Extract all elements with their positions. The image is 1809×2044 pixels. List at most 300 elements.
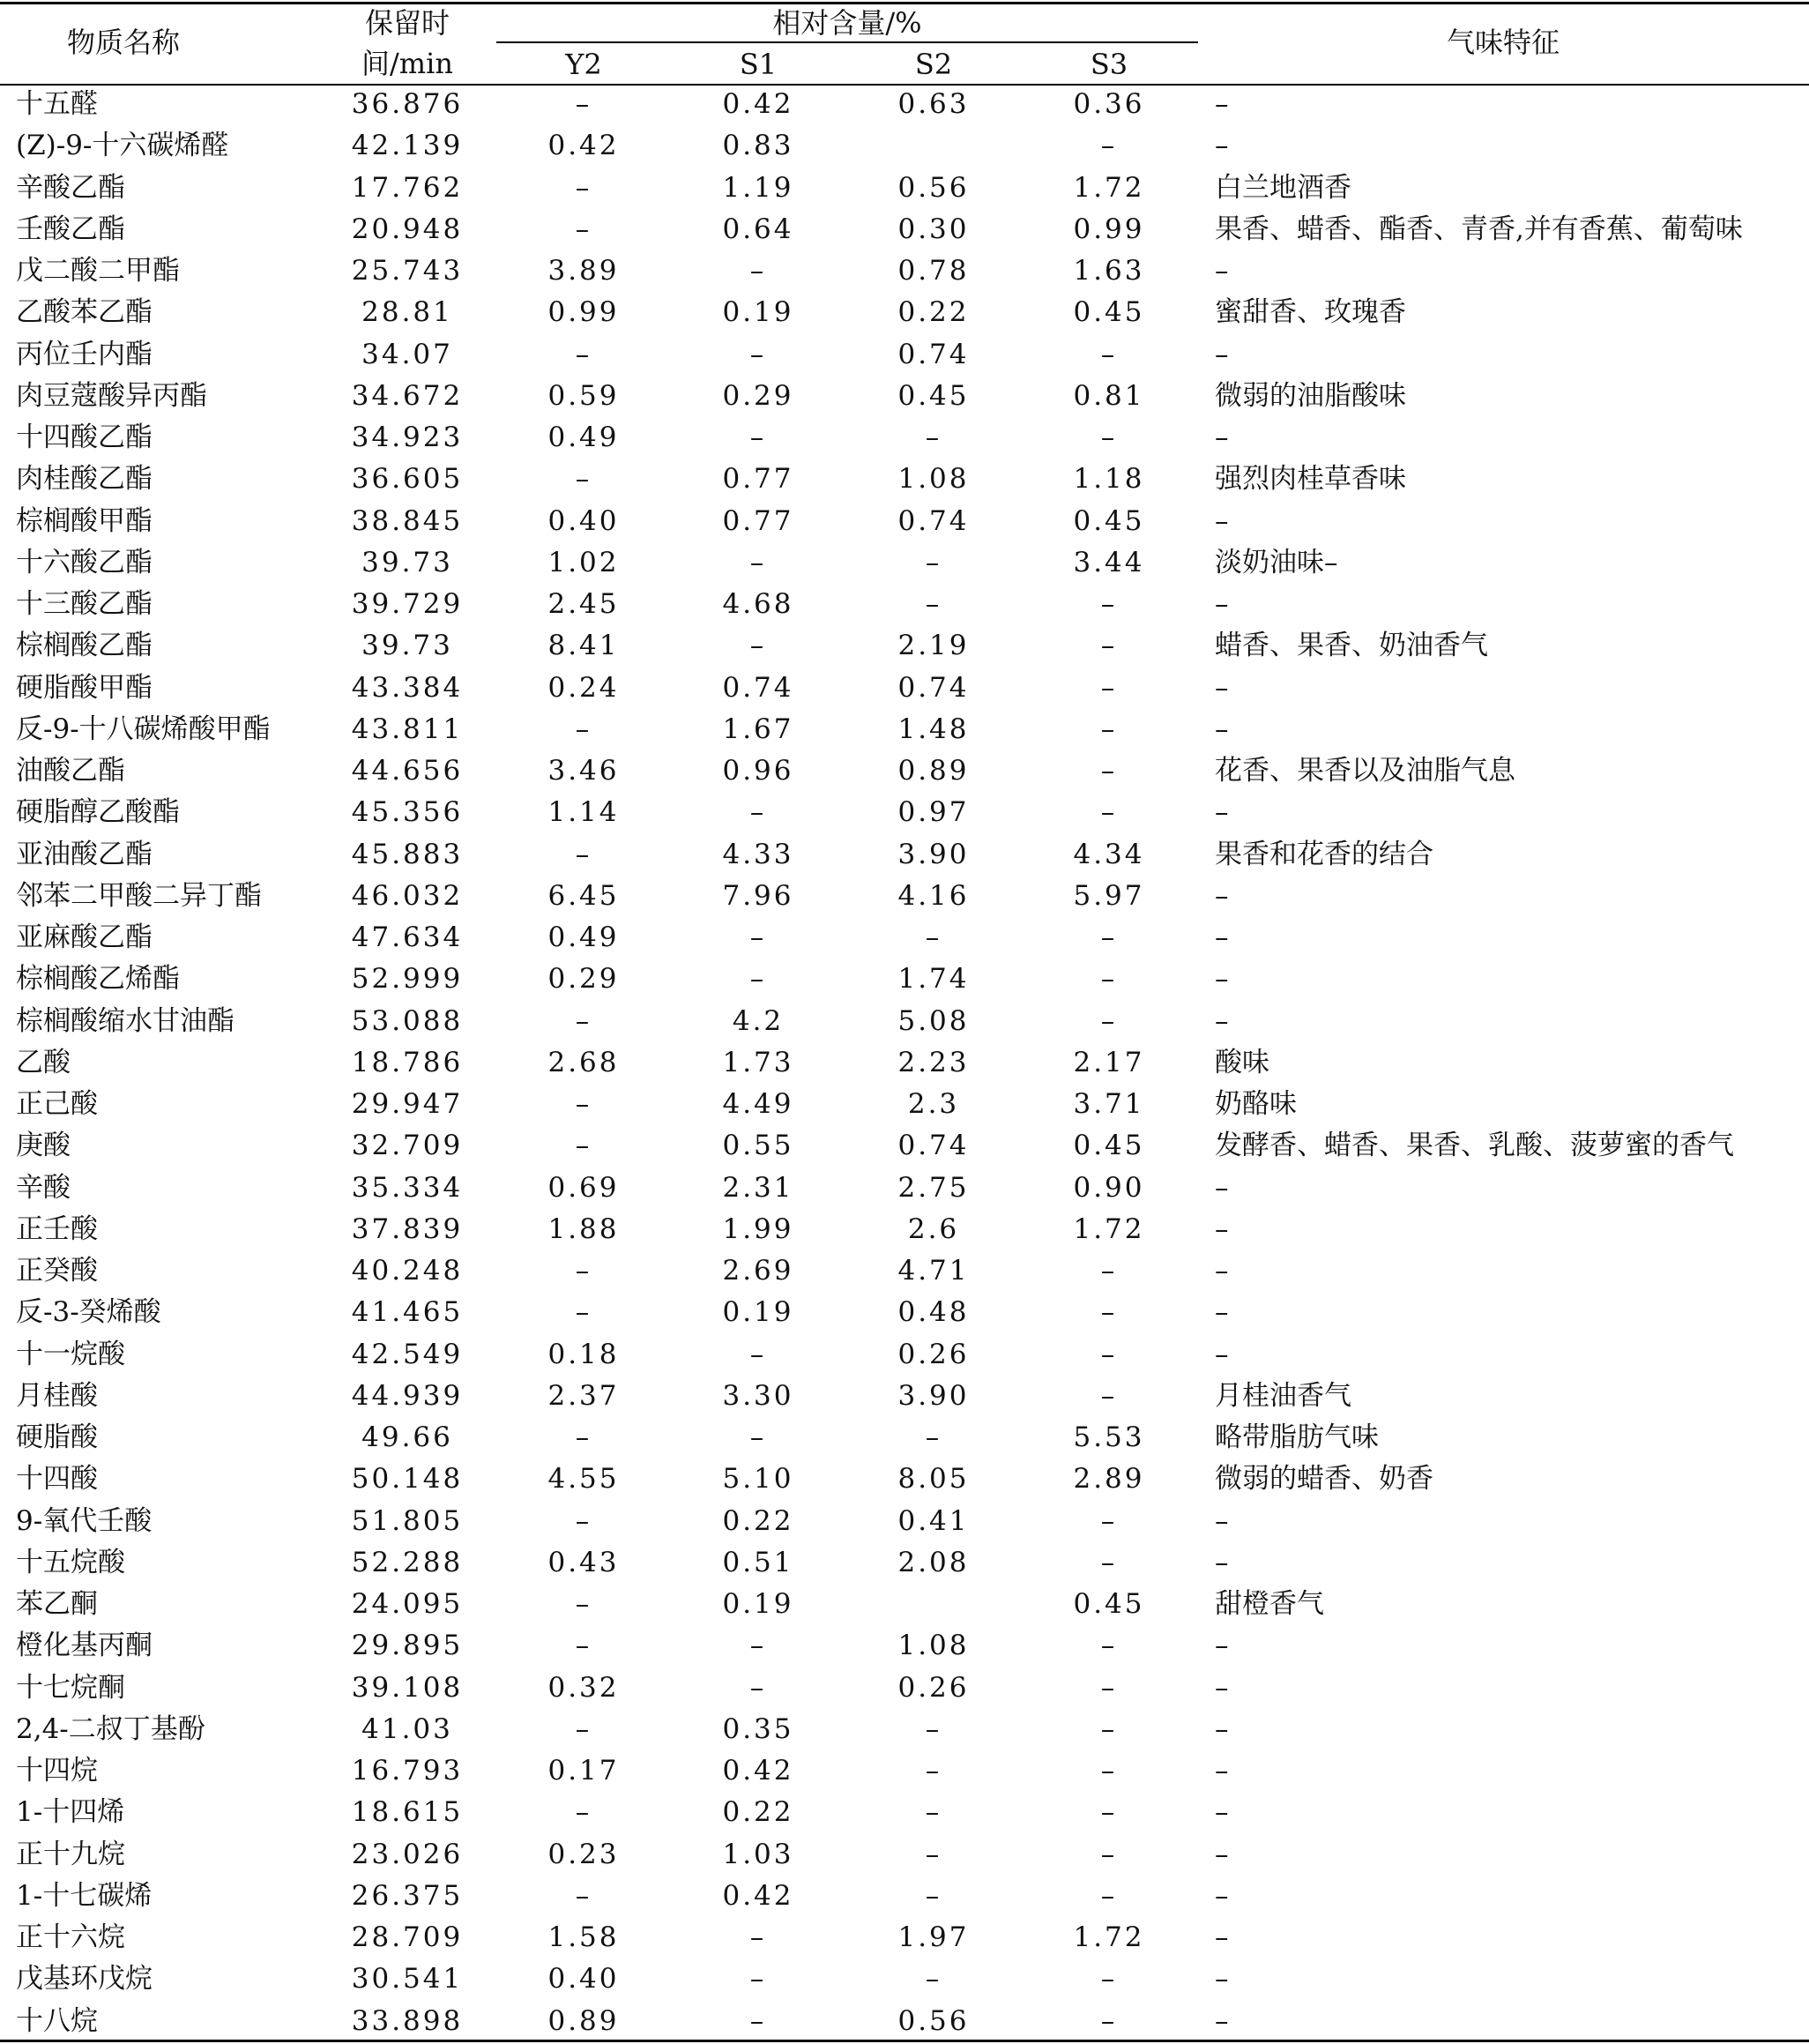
retention-time-cell: 37.839 <box>351 1213 464 1245</box>
odor-cell: 果香、蜡香、酯香、青香,并有香蕉、葡萄味 <box>1215 213 1743 245</box>
s1-value-cell: – <box>749 796 767 828</box>
header-compound-name: 物质名称 <box>66 26 181 59</box>
y2-value-cell: 1.88 <box>547 1213 620 1245</box>
y2-value-cell: 1.14 <box>547 796 620 828</box>
retention-time-cell: 52.999 <box>351 963 464 995</box>
s2-value-cell: – <box>925 588 942 620</box>
s2-value-cell: 1.08 <box>897 463 970 495</box>
s2-value-cell: 1.74 <box>897 963 970 995</box>
retention-time-cell: 46.032 <box>351 880 464 912</box>
s3-value-cell: – <box>1100 1630 1118 1661</box>
content-group-rule <box>496 41 1198 43</box>
s1-value-cell: 1.73 <box>722 1047 794 1078</box>
retention-time-cell: 32.709 <box>351 1130 464 1161</box>
s3-value-cell: 1.72 <box>1073 1213 1145 1245</box>
header-retention-time-line2: 间/min <box>361 47 453 80</box>
retention-time-cell: 45.883 <box>351 839 464 870</box>
s3-value-cell: 2.17 <box>1073 1047 1145 1078</box>
s3-value-cell: – <box>1100 1339 1118 1370</box>
s1-value-cell: 0.74 <box>722 672 794 704</box>
s1-value-cell: 0.22 <box>722 1796 794 1828</box>
odor-cell: – <box>1215 588 1229 620</box>
s1-value-cell: 0.42 <box>722 1880 794 1912</box>
compound-name-cell: 正十六烷 <box>16 1921 125 1953</box>
odor-cell: – <box>1215 796 1229 828</box>
y2-value-cell: – <box>575 463 592 495</box>
s3-value-cell: – <box>1100 2005 1118 2037</box>
s3-value-cell: – <box>1100 1255 1118 1287</box>
s1-value-cell: – <box>749 255 767 287</box>
s3-value-cell: 1.18 <box>1073 463 1145 495</box>
s2-value-cell: 0.56 <box>897 172 970 204</box>
s1-value-cell: 7.96 <box>722 880 794 912</box>
s2-value-cell: 0.74 <box>897 672 970 704</box>
retention-time-cell: 36.605 <box>351 463 464 495</box>
s3-value-cell: – <box>1100 713 1118 745</box>
odor-cell: – <box>1215 255 1229 287</box>
s1-value-cell: 0.77 <box>722 505 794 537</box>
s1-value-cell: – <box>749 421 767 453</box>
y2-value-cell: – <box>575 713 592 745</box>
retention-time-cell: 41.465 <box>351 1296 464 1328</box>
s1-value-cell: 5.10 <box>722 1463 794 1495</box>
s3-value-cell: – <box>1100 130 1118 161</box>
s3-value-cell: – <box>1100 963 1118 995</box>
compound-name-cell: 棕榈酸甲酯 <box>16 505 153 537</box>
retention-time-cell: 52.288 <box>351 1547 464 1578</box>
s3-value-cell: – <box>1100 755 1118 787</box>
y2-value-cell: 0.42 <box>547 130 620 161</box>
s2-value-cell: – <box>925 547 942 578</box>
odor-cell: – <box>1215 880 1229 912</box>
s1-value-cell: – <box>749 1339 767 1370</box>
retention-time-cell: 51.805 <box>351 1505 464 1537</box>
s3-value-cell: – <box>1100 630 1118 661</box>
compound-name-cell: 肉桂酸乙酯 <box>16 463 153 495</box>
s1-value-cell: – <box>749 921 767 953</box>
odor-cell: – <box>1215 421 1229 453</box>
header-relative-content: 相对含量/% <box>772 6 922 40</box>
y2-value-cell: 0.32 <box>547 1672 620 1704</box>
s1-value-cell: 0.35 <box>722 1713 794 1745</box>
y2-value-cell: – <box>575 1713 592 1745</box>
s1-value-cell: – <box>749 1672 767 1704</box>
retention-time-cell: 43.811 <box>351 713 464 745</box>
s1-value-cell: 0.29 <box>722 380 794 412</box>
odor-cell: – <box>1215 1672 1229 1704</box>
s3-value-cell: – <box>1100 1005 1118 1037</box>
compound-name-cell: 乙酸苯乙酯 <box>16 296 153 328</box>
odor-cell: 果香和花香的结合 <box>1215 839 1433 870</box>
s2-value-cell: – <box>925 421 942 453</box>
compound-name-cell: 十四酸 <box>16 1463 98 1495</box>
odor-cell: – <box>1215 1547 1229 1578</box>
s3-value-cell: 5.97 <box>1073 880 1145 912</box>
retention-time-cell: 42.549 <box>351 1339 464 1370</box>
odor-cell: – <box>1215 963 1229 995</box>
s1-value-cell: 0.96 <box>722 755 794 787</box>
s2-value-cell: – <box>925 1755 942 1787</box>
retention-time-cell: 18.615 <box>351 1796 464 1828</box>
s2-value-cell: – <box>925 1421 942 1453</box>
compound-name-cell: (Z)-9-十六碳烯醛 <box>16 130 229 161</box>
compound-name-cell: 十六酸乙酯 <box>16 547 153 578</box>
retention-time-cell: 29.895 <box>351 1630 464 1661</box>
odor-cell: – <box>1215 1796 1229 1828</box>
header-sample-s1: S1 <box>739 48 778 81</box>
y2-value-cell: 4.55 <box>547 1463 620 1495</box>
s2-value-cell: 1.97 <box>897 1921 970 1953</box>
y2-value-cell: 0.23 <box>547 1839 620 1870</box>
s1-value-cell: 0.19 <box>722 296 794 328</box>
retention-time-cell: 18.786 <box>351 1047 464 1078</box>
s3-value-cell: – <box>1100 1547 1118 1578</box>
odor-cell: – <box>1215 1005 1229 1037</box>
s1-value-cell: 0.42 <box>722 1755 794 1787</box>
s3-value-cell: – <box>1100 796 1118 828</box>
compound-name-cell: 辛酸 <box>16 1172 71 1204</box>
retention-time-cell: 35.334 <box>351 1172 464 1204</box>
odor-cell: 淡奶油味– <box>1215 547 1338 578</box>
y2-value-cell: 0.29 <box>547 963 620 995</box>
y2-value-cell: 0.24 <box>547 672 620 704</box>
y2-value-cell: – <box>575 88 592 120</box>
s3-value-cell: – <box>1100 421 1118 453</box>
compound-name-cell: 亚油酸乙酯 <box>16 839 153 870</box>
s1-value-cell: 4.33 <box>722 839 794 870</box>
s3-value-cell: 5.53 <box>1073 1421 1145 1453</box>
retention-time-cell: 39.108 <box>351 1672 464 1704</box>
retention-time-cell: 38.845 <box>351 505 464 537</box>
s2-value-cell: 0.74 <box>897 1130 970 1161</box>
odor-cell: – <box>1215 1630 1229 1661</box>
retention-time-cell: 30.541 <box>351 1963 464 1995</box>
s1-value-cell: 0.77 <box>722 463 794 495</box>
retention-time-cell: 16.793 <box>351 1755 464 1787</box>
s2-value-cell: 2.19 <box>897 630 970 661</box>
y2-value-cell: – <box>575 172 592 204</box>
s2-value-cell: 4.16 <box>897 880 970 912</box>
retention-time-cell: 39.73 <box>361 547 453 578</box>
s1-value-cell: 1.99 <box>722 1213 794 1245</box>
s2-value-cell: – <box>925 1796 942 1828</box>
retention-time-cell: 53.088 <box>351 1005 464 1037</box>
s3-value-cell: 2.89 <box>1073 1463 1145 1495</box>
s2-value-cell: 0.74 <box>897 339 970 370</box>
s3-value-cell: 1.72 <box>1073 1921 1145 1953</box>
s3-value-cell: 0.90 <box>1073 1172 1145 1204</box>
s3-value-cell: 0.45 <box>1073 1588 1145 1620</box>
odor-cell: – <box>1215 1505 1229 1537</box>
compound-name-cell: 十七烷酮 <box>16 1672 125 1704</box>
retention-time-cell: 36.876 <box>351 88 464 120</box>
s2-value-cell: 0.56 <box>897 2005 970 2037</box>
s2-value-cell: 5.08 <box>897 1005 970 1037</box>
s2-value-cell: 1.48 <box>897 713 970 745</box>
odor-cell: – <box>1215 672 1229 704</box>
compound-name-cell: 十三酸乙酯 <box>16 588 153 620</box>
s1-value-cell: – <box>749 339 767 370</box>
y2-value-cell: 0.49 <box>547 921 620 953</box>
compound-name-cell: 苯乙酮 <box>16 1588 98 1620</box>
s1-value-cell: – <box>749 547 767 578</box>
s2-value-cell: 1.08 <box>897 1630 970 1661</box>
compound-name-cell: 1-十七碳烯 <box>16 1880 153 1912</box>
s2-value-cell: 2.6 <box>907 1213 960 1245</box>
y2-value-cell: – <box>575 1421 592 1453</box>
odor-cell: – <box>1215 339 1229 370</box>
compound-name-cell: 肉豆蔻酸异丙酯 <box>16 380 207 412</box>
s3-value-cell: – <box>1100 1880 1118 1912</box>
odor-cell: 白兰地酒香 <box>1215 172 1351 204</box>
y2-value-cell: 1.02 <box>547 547 620 578</box>
y2-value-cell: 2.37 <box>547 1380 620 1412</box>
s3-value-cell: – <box>1100 1380 1118 1412</box>
y2-value-cell: 0.40 <box>547 505 620 537</box>
compound-name-cell: 硬脂酸甲酯 <box>16 672 153 704</box>
s1-value-cell: 0.22 <box>722 1505 794 1537</box>
retention-time-cell: 28.709 <box>351 1921 464 1953</box>
s1-value-cell: 0.42 <box>722 88 794 120</box>
odor-cell: – <box>1215 1172 1229 1204</box>
compound-name-cell: 乙酸 <box>16 1047 71 1078</box>
y2-value-cell: 3.89 <box>547 255 620 287</box>
odor-cell: 蜡香、果香、奶油香气 <box>1215 630 1488 661</box>
retention-time-cell: 34.672 <box>351 380 464 412</box>
s3-value-cell: 0.45 <box>1073 296 1145 328</box>
retention-time-cell: 39.73 <box>361 630 453 661</box>
s1-value-cell: 2.31 <box>722 1172 794 1204</box>
s2-value-cell: 0.78 <box>897 255 970 287</box>
retention-time-cell: 50.148 <box>351 1463 464 1495</box>
retention-time-cell: 24.095 <box>351 1588 464 1620</box>
s2-value-cell: 0.26 <box>897 1672 970 1704</box>
retention-time-cell: 29.947 <box>351 1088 464 1120</box>
s3-value-cell: 3.71 <box>1073 1088 1145 1120</box>
y2-value-cell: 0.99 <box>547 296 620 328</box>
compound-name-cell: 棕榈酸缩水甘油酯 <box>16 1005 234 1037</box>
s3-value-cell: – <box>1100 1839 1118 1870</box>
odor-cell: 发酵香、蜡香、果香、乳酸、菠萝蜜的香气 <box>1215 1130 1734 1161</box>
s2-value-cell: – <box>925 1713 942 1745</box>
compound-name-cell: 正十九烷 <box>16 1839 125 1870</box>
compound-name-cell: 十一烷酸 <box>16 1339 125 1370</box>
odor-cell: – <box>1215 1713 1229 1745</box>
retention-time-cell: 45.356 <box>351 796 464 828</box>
y2-value-cell: – <box>575 1130 592 1161</box>
retention-time-cell: 26.375 <box>351 1880 464 1912</box>
y2-value-cell: – <box>575 1296 592 1328</box>
y2-value-cell: 8.41 <box>547 630 620 661</box>
y2-value-cell: – <box>575 839 592 870</box>
s2-value-cell: – <box>925 921 942 953</box>
odor-cell: – <box>1215 1255 1229 1287</box>
s3-value-cell: 4.34 <box>1073 839 1145 870</box>
s1-value-cell: 3.30 <box>722 1380 794 1412</box>
compound-name-cell: 庚酸 <box>16 1130 71 1161</box>
s1-value-cell: 1.03 <box>722 1839 794 1870</box>
s1-value-cell: 2.69 <box>722 1255 794 1287</box>
compound-name-cell: 橙化基丙酮 <box>16 1630 153 1661</box>
y2-value-cell: – <box>575 1505 592 1537</box>
retention-time-cell: 33.898 <box>351 2005 464 2037</box>
s1-value-cell: 4.2 <box>732 1005 785 1037</box>
compound-name-cell: 1-十四烯 <box>16 1796 125 1828</box>
retention-time-cell: 39.729 <box>351 588 464 620</box>
y2-value-cell: – <box>575 213 592 245</box>
compound-name-cell: 油酸乙酯 <box>16 755 125 787</box>
compound-name-cell: 硬脂醇乙酸酯 <box>16 796 180 828</box>
retention-time-cell: 42.139 <box>351 130 464 161</box>
s3-value-cell: – <box>1100 1713 1118 1745</box>
s3-value-cell: 0.36 <box>1073 88 1145 120</box>
odor-cell: – <box>1215 1339 1229 1370</box>
s2-value-cell: 0.22 <box>897 296 970 328</box>
y2-value-cell: 0.89 <box>547 2005 620 2037</box>
s2-value-cell: 0.45 <box>897 380 970 412</box>
odor-cell: 蜜甜香、玫瑰香 <box>1215 296 1406 328</box>
compound-name-cell: 棕榈酸乙烯酯 <box>16 963 180 995</box>
s1-value-cell: – <box>749 2005 767 2037</box>
odor-cell: 甜橙香气 <box>1215 1588 1324 1620</box>
s3-value-cell: – <box>1100 1505 1118 1537</box>
retention-time-cell: 49.66 <box>361 1421 453 1453</box>
header-odor: 气味特征 <box>1446 26 1560 59</box>
odor-cell: – <box>1215 1963 1229 1995</box>
s1-value-cell: 0.19 <box>722 1296 794 1328</box>
s3-value-cell: – <box>1100 339 1118 370</box>
y2-value-cell: – <box>575 1088 592 1120</box>
top-rule <box>0 2 1809 4</box>
compound-name-cell: 硬脂酸 <box>16 1421 98 1453</box>
y2-value-cell: 0.69 <box>547 1172 620 1204</box>
header-sample-s3: S3 <box>1090 48 1128 81</box>
odor-cell: 月桂油香气 <box>1215 1380 1351 1412</box>
compound-name-cell: 月桂酸 <box>16 1380 98 1412</box>
s1-value-cell: 0.64 <box>722 213 794 245</box>
s2-value-cell: 0.30 <box>897 213 970 245</box>
odor-cell: – <box>1215 505 1229 537</box>
y2-value-cell: – <box>575 1796 592 1828</box>
s1-value-cell: – <box>749 630 767 661</box>
s2-value-cell: 2.08 <box>897 1547 970 1578</box>
s1-value-cell: – <box>749 1963 767 1995</box>
odor-cell: – <box>1215 713 1229 745</box>
s3-value-cell: 0.81 <box>1073 380 1145 412</box>
y2-value-cell: – <box>575 1630 592 1661</box>
odor-cell: – <box>1215 1921 1229 1953</box>
s2-value-cell: 0.97 <box>897 796 970 828</box>
y2-value-cell: 3.46 <box>547 755 620 787</box>
y2-value-cell: 2.68 <box>547 1047 620 1078</box>
odor-cell: – <box>1215 130 1229 161</box>
s2-value-cell: 4.71 <box>897 1255 970 1287</box>
s3-value-cell: – <box>1100 1963 1118 1995</box>
odor-cell: – <box>1215 1880 1229 1912</box>
retention-time-cell: 44.939 <box>351 1380 464 1412</box>
s2-value-cell: 0.26 <box>897 1339 970 1370</box>
retention-time-cell: 23.026 <box>351 1839 464 1870</box>
odor-cell: – <box>1215 921 1229 953</box>
s1-value-cell: 4.68 <box>722 588 794 620</box>
compound-name-cell: 正癸酸 <box>16 1255 98 1287</box>
y2-value-cell: – <box>575 1255 592 1287</box>
s1-value-cell: 1.19 <box>722 172 794 204</box>
y2-value-cell: – <box>575 1588 592 1620</box>
y2-value-cell: 1.58 <box>547 1921 620 1953</box>
s2-value-cell: 0.89 <box>897 755 970 787</box>
s2-value-cell: 2.23 <box>897 1047 970 1078</box>
s3-value-cell: – <box>1100 672 1118 704</box>
retention-time-cell: 40.248 <box>351 1255 464 1287</box>
retention-time-cell: 44.656 <box>351 755 464 787</box>
s3-value-cell: – <box>1100 921 1118 953</box>
s1-value-cell: 4.49 <box>722 1088 794 1120</box>
s3-value-cell: 3.44 <box>1073 547 1145 578</box>
retention-time-cell: 34.07 <box>361 339 453 370</box>
s2-value-cell: 0.63 <box>897 88 970 120</box>
compound-name-cell: 棕榈酸乙酯 <box>16 630 153 661</box>
odor-cell: – <box>1215 88 1229 120</box>
compound-name-cell: 十八烷 <box>16 2005 98 2037</box>
y2-value-cell: 0.17 <box>547 1755 620 1787</box>
s1-value-cell: 0.55 <box>722 1130 794 1161</box>
compound-name-cell: 正己酸 <box>16 1088 98 1120</box>
y2-value-cell: 0.49 <box>547 421 620 453</box>
s3-value-cell: 0.45 <box>1073 1130 1145 1161</box>
s1-value-cell: – <box>749 1630 767 1661</box>
s3-value-cell: 1.63 <box>1073 255 1145 287</box>
y2-value-cell: 2.45 <box>547 588 620 620</box>
header-bottom-rule <box>0 84 1809 86</box>
s1-value-cell: – <box>749 963 767 995</box>
retention-time-cell: 43.384 <box>351 672 464 704</box>
compound-name-cell: 2,4-二叔丁基酚 <box>16 1713 205 1745</box>
retention-time-cell: 34.923 <box>351 421 464 453</box>
s3-value-cell: – <box>1100 1796 1118 1828</box>
odor-cell: 略带脂肪气味 <box>1215 1421 1379 1453</box>
odor-cell: – <box>1215 2005 1229 2037</box>
compound-name-cell: 反-9-十八碳烯酸甲酯 <box>16 713 271 745</box>
odor-cell: 酸味 <box>1215 1047 1269 1078</box>
header-retention-time-line1: 保留时 <box>364 6 450 40</box>
y2-value-cell: 0.59 <box>547 380 620 412</box>
s1-value-cell: 0.83 <box>722 130 794 161</box>
s2-value-cell: 3.90 <box>897 839 970 870</box>
s1-value-cell: – <box>749 1921 767 1953</box>
compound-name-cell: 邻苯二甲酸二异丁酯 <box>16 880 262 912</box>
bottom-rule <box>0 2040 1809 2042</box>
y2-value-cell: – <box>575 1880 592 1912</box>
y2-value-cell: 0.40 <box>547 1963 620 1995</box>
s3-value-cell: 0.45 <box>1073 505 1145 537</box>
compound-name-cell: 9-氧代壬酸 <box>16 1505 153 1537</box>
s3-value-cell: – <box>1100 1672 1118 1704</box>
odor-cell: – <box>1215 1213 1229 1245</box>
s2-value-cell: 8.05 <box>897 1463 970 1495</box>
compound-name-cell: 十四烷 <box>16 1755 98 1787</box>
compound-name-cell: 十四酸乙酯 <box>16 421 153 453</box>
y2-value-cell: 0.43 <box>547 1547 620 1578</box>
retention-time-cell: 17.762 <box>351 172 464 204</box>
odor-cell: – <box>1215 1755 1229 1787</box>
compound-name-cell: 辛酸乙酯 <box>16 172 125 204</box>
y2-value-cell: 0.18 <box>547 1339 620 1370</box>
s2-value-cell: 2.3 <box>907 1088 960 1120</box>
odor-cell: – <box>1215 1839 1229 1870</box>
compound-name-cell: 正壬酸 <box>16 1213 98 1245</box>
s3-value-cell: – <box>1100 1755 1118 1787</box>
